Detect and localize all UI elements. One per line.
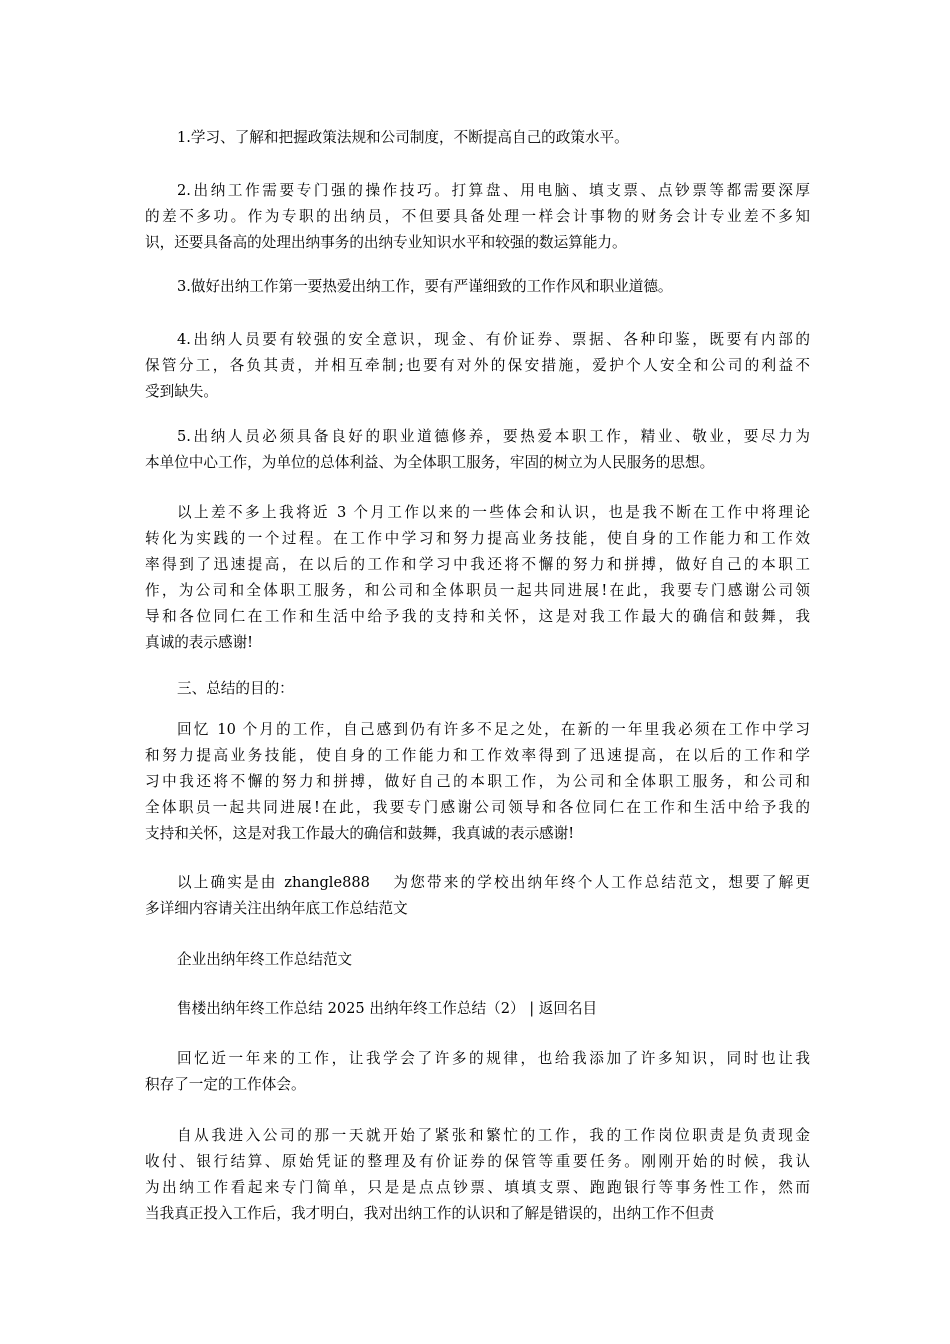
paragraph-10-line: 企业出纳年终工作总结范文 (177, 951, 353, 968)
paragraph-9-line: 以上确实是由 zhangle888 为您带来的学校出纳年终个人工作总结范文，想要了解更 (177, 874, 810, 891)
paragraph-6-line: 作，为公司和全体职工服务，和公司和全体职员一起共同进展!在此，我要专门感谢公司领 (145, 582, 810, 599)
paragraph-4-line: 4.出纳人员要有较强的安全意识，现金、有价证券、票据、各种印鉴，既要有内部的 (177, 331, 810, 348)
paragraph-2-line: 2.出纳工作需要专门强的操作技巧。打算盘、用电脑、填支票、点钞票等都需要深厚 (177, 182, 810, 199)
paragraph-9-line: 多详细内容请关注出纳年底工作总结范文 (145, 900, 408, 917)
paragraph-8-line: 全体职员一起共同进展!在此，我要专门感谢公司领导和各位同仁在工作和生活中给予我的 (145, 799, 810, 816)
paragraph-12-line: 积存了一定的工作体会。 (145, 1076, 306, 1093)
paragraph-4-line: 保管分工，各负其责，并相互牵制;也要有对外的保安措施，爱护个人安全和公司的利益不 (145, 357, 810, 374)
paragraph-8-line: 回忆 10 个月的工作，自己感到仍有许多不足之处，在新的一年里我必须在工作中学习 (177, 721, 810, 738)
paragraph-8-line: 和努力提高业务技能，使自身的工作能力和工作效率得到了迅速提高，在以后的工作和学 (145, 747, 810, 764)
paragraph-13-line: 收付、银行结算、原始凭证的整理及有价证券的保管等重要任务。刚刚开始的时候，我认 (145, 1153, 810, 1170)
paragraph-6-line: 以上差不多上我将近 3 个月工作以来的一些体会和认识，也是我不断在工作中将理论 (177, 504, 810, 521)
paragraph-4-line: 受到缺失。 (145, 383, 218, 400)
paragraph-6-line: 导和各位同仁在工作和生活中给予我的支持和关怀，这是对我工作最大的确信和鼓舞，我 (145, 608, 810, 625)
paragraph-1-line: 1.学习、了解和把握政策法规和公司制度，不断提高自己的政策水平。 (177, 129, 629, 146)
paragraph-6-line: 转化为实践的一个过程。在工作中学习和努力提高业务技能，使自身的工作能力和工作效 (145, 530, 810, 547)
paragraph-8-line: 支持和关怀，这是对我工作最大的确信和鼓舞，我真诚的表示感谢! (145, 825, 575, 842)
paragraph-13-line: 自从我进入公司的那一天就开始了紧张和繁忙的工作，我的工作岗位职责是负责现金 (177, 1127, 810, 1144)
paragraph-6-line: 率得到了迅速提高，在以后的工作和学习中我还将不懈的努力和拼搏，做好自己的本职工 (145, 556, 810, 573)
paragraph-7-line: 三、总结的目的： (177, 680, 294, 697)
paragraph-3-line: 3.做好出纳工作第一要热爱出纳工作，要有严谨细致的工作作风和职业道德。 (177, 278, 673, 295)
paragraph-5-line: 5.出纳人员必须具备良好的职业道德修养，要热爱本职工作，精业、敬业，要尽力为 (177, 428, 810, 445)
paragraph-5-line: 本单位中心工作，为单位的总体利益、为全体职工服务，牢固的树立为人民服务的思想。 (145, 454, 715, 471)
paragraph-2-line: 识，还要具备高的处理出纳事务的出纳专业知识水平和较强的数运算能力。 (145, 234, 627, 251)
paragraph-2-line: 的差不多功。作为专职的出纳员，不但要具备处理一样会计事物的财务会计专业差不多知 (145, 208, 810, 225)
paragraph-11-line: 售楼出纳年终工作总结 2025 出纳年终工作总结（2） | 返回名目 (177, 1000, 598, 1017)
paragraph-6-line: 真诚的表示感谢! (145, 634, 254, 651)
paragraph-13-line: 当我真正投入工作后，我才明白，我对出纳工作的认识和了解是错误的，出纳工作不但责 (145, 1205, 715, 1222)
paragraph-13-line: 为出纳工作看起来专门简单，只是是点点钞票、填填支票、跑跑银行等事务性工作，然而 (145, 1179, 810, 1196)
paragraph-12-line: 回忆近一年来的工作，让我学会了许多的规律，也给我添加了许多知识，同时也让我 (177, 1050, 810, 1067)
paragraph-8-line: 习中我还将不懈的努力和拼搏，做好自己的本职工作，为公司和全体职工服务，和公司和 (145, 773, 810, 790)
